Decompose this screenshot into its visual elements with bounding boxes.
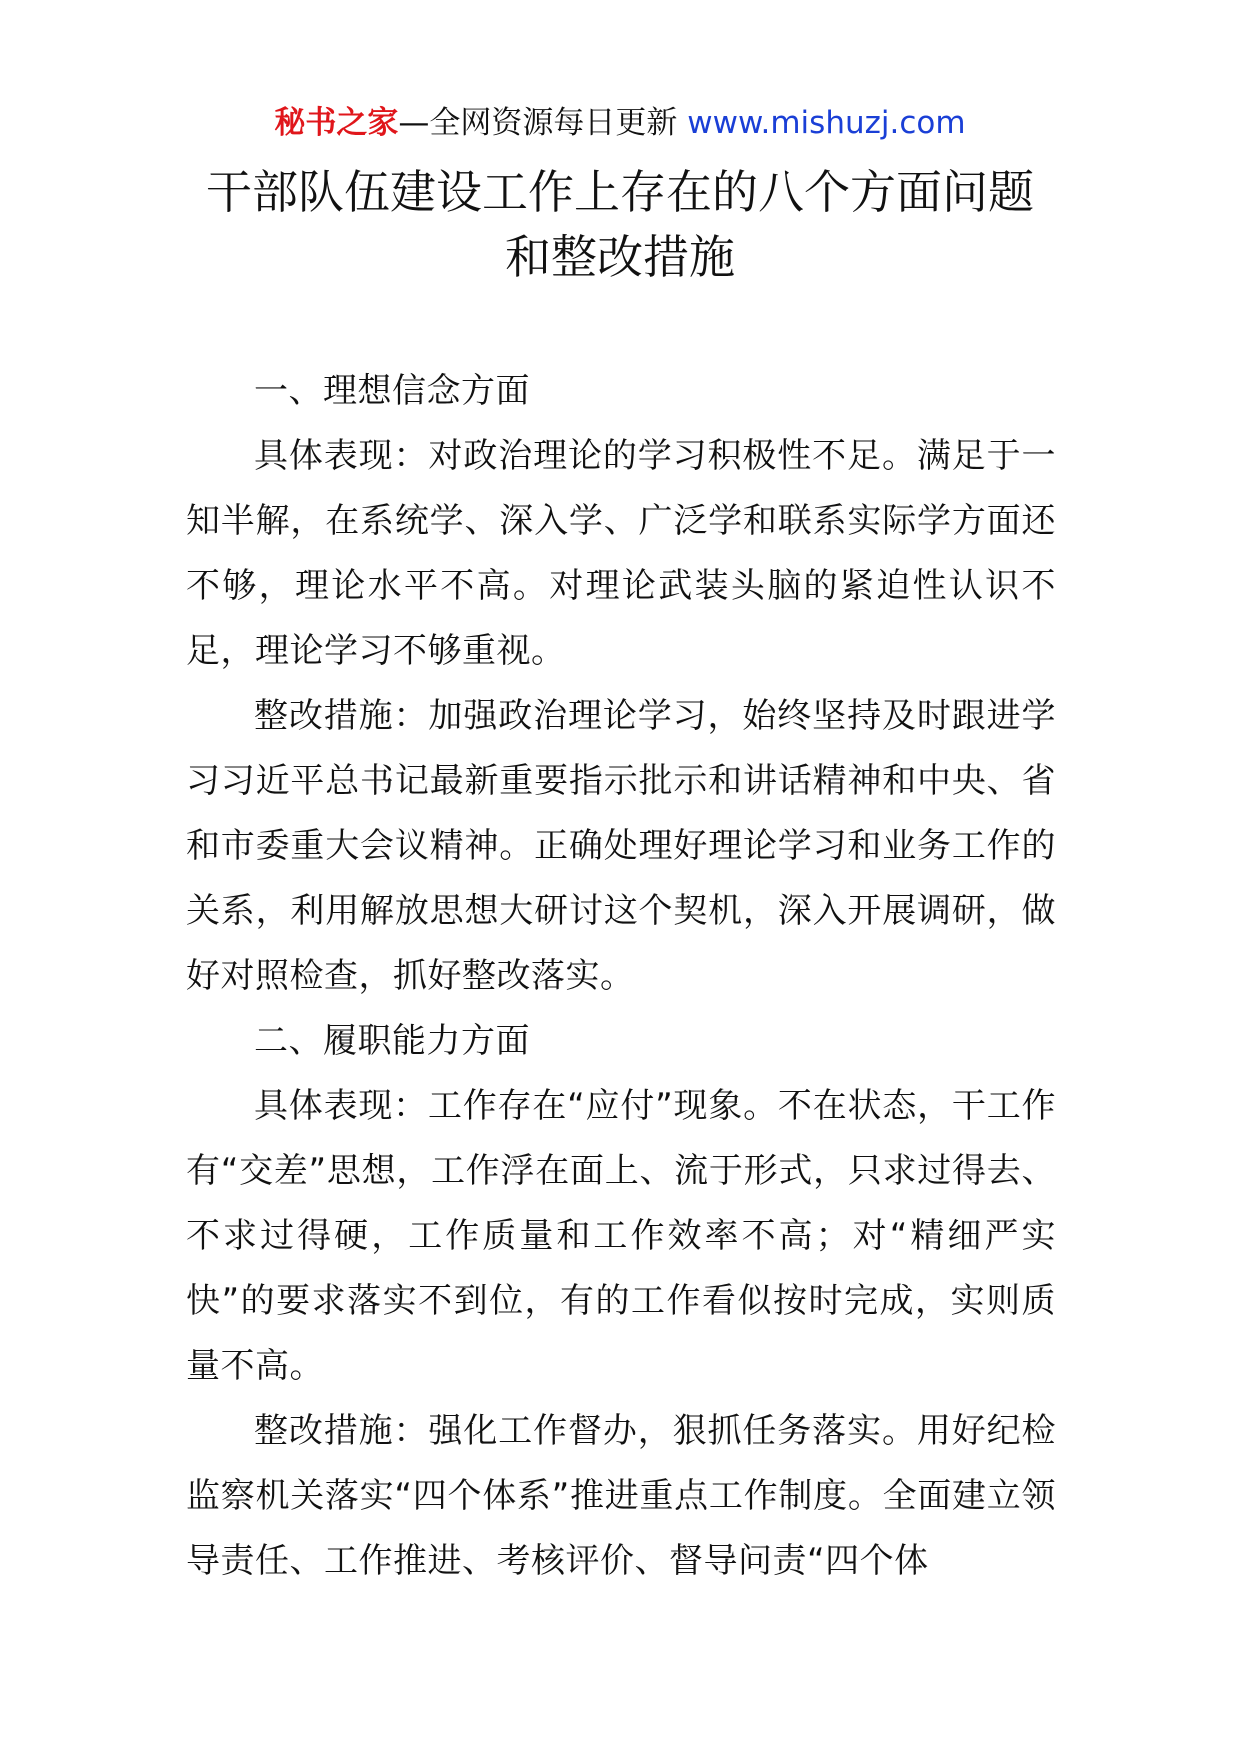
header-tagline: —全网资源每日更新 — [398, 105, 688, 141]
document-title — [0, 160, 1240, 290]
brand-name: 秘书之家 — [274, 105, 399, 141]
section-heading-2: 二、履职能力方面 — [254, 1021, 530, 1061]
paragraph-performance-2: 具体表现：工作存在“应付”现象。不在状态，干工作有“交差”思想，工作浮在面上、流于形式，只求过得去、不求过得硬，工作质量和工作效率不高；对“精细严实快”的要求落实不到位，有的工作看似按时完成，实则质量不高。 — [186, 1086, 1056, 1386]
paragraph-measures-2: 整改措施：强化工作督办，狠抓任务落实。用好纪检监察机关落实“四个体系”推进重点工作制度。全面建立领导责任、工作推进、考核评价、督导问责“四个体 — [186, 1411, 1056, 1581]
title-line-1: 干部队伍建设工作上存在的八个方面问题 — [206, 165, 1034, 219]
site-url-link[interactable]: www.mishuzj.com — [687, 105, 966, 141]
paragraph-performance-1: 具体表现：对政治理论的学习积极性不足。满足于一知半解，在系统学、深入学、广泛学和联系实际学方面还不够，理论水平不高。对理论武装头脑的紧迫性认识不足，理论学习不够重视。 — [186, 436, 1056, 671]
paragraph-measures-1: 整改措施：加强政治理论学习，始终坚持及时跟进学习习近平总书记最新重要指示批示和讲话精神和中央、省和市委重大会议精神。正确处理好理论学习和业务工作的关系，利用解放思想大研讨这个契机，深入开展调研，做好对照检查，抓好整改落实。 — [186, 696, 1056, 996]
section-heading-1: 一、理想信念方面 — [254, 371, 530, 411]
document-body — [186, 359, 1056, 1594]
title-line-2: 和整改措施 — [505, 230, 735, 284]
site-header — [0, 100, 1240, 146]
